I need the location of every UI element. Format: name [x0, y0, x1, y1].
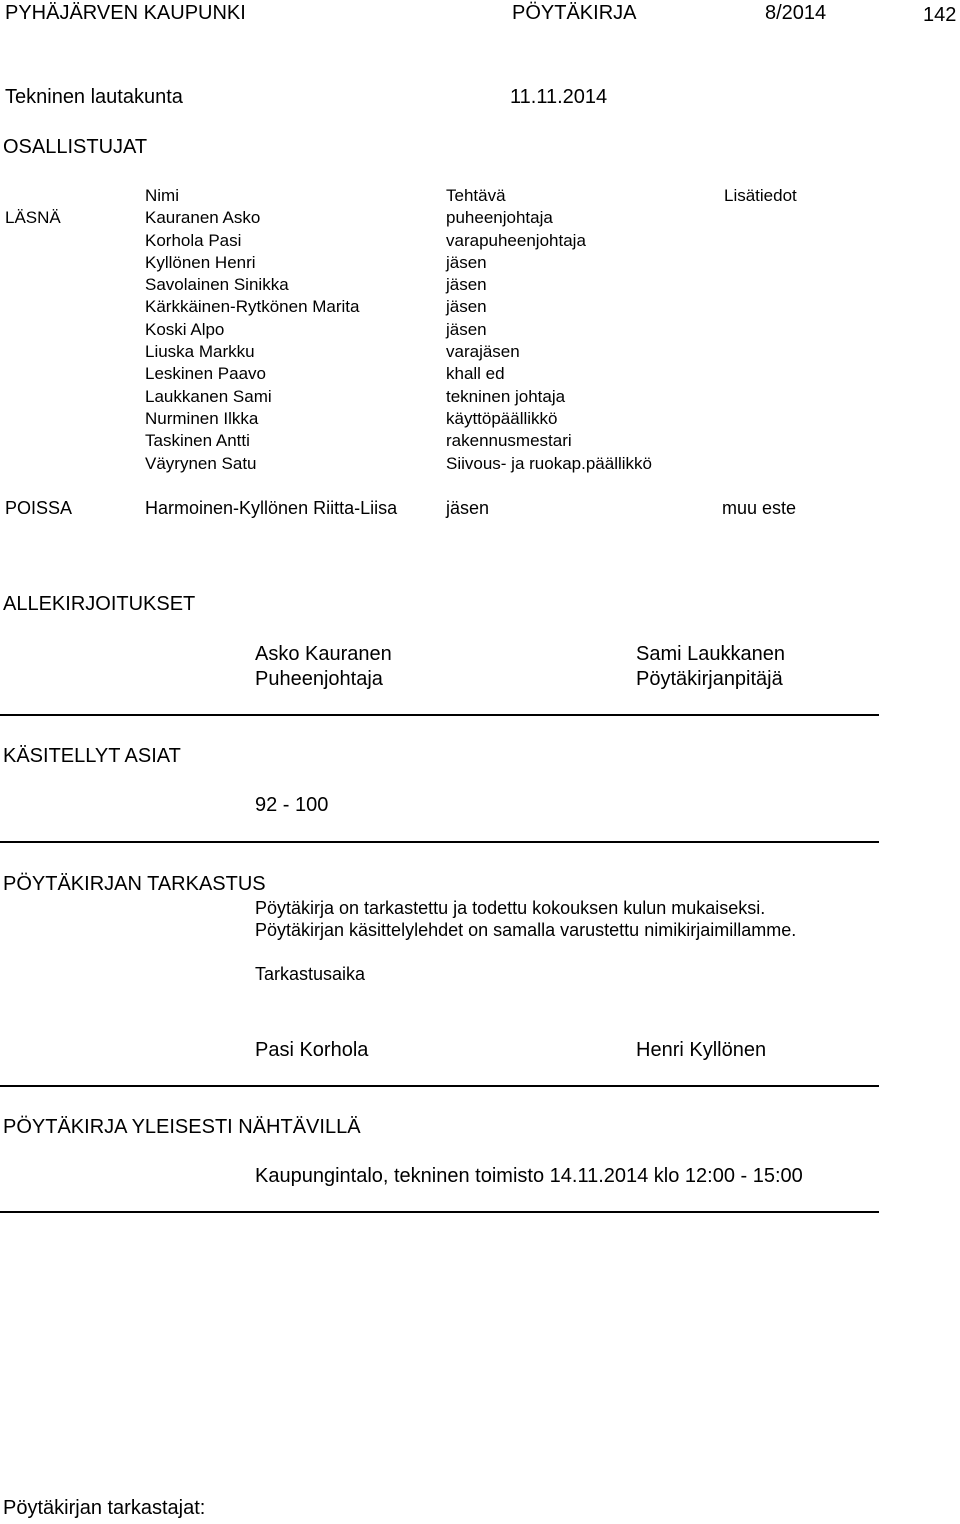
attendee-name: Koski Alpo: [145, 319, 225, 339]
meeting-date: 11.11.2014: [510, 86, 608, 108]
attendee-name: Taskinen Antti: [145, 431, 250, 451]
table-row: [0, 386, 960, 408]
table-row: [0, 230, 960, 252]
review-line-2: Pöytäkirjan käsittelylehdet on samalla varustettu nimikirjaimillamme.: [255, 920, 797, 940]
column-header-name: Nimi: [145, 186, 179, 205]
attendee-role: puheenjohtaja: [446, 208, 553, 228]
attendee-name: Laukkanen Sami: [145, 386, 272, 406]
attendee-role: tekninen johtaja: [446, 386, 566, 406]
attendee-role: varapuheenjohtaja: [446, 230, 586, 250]
section-divider: [0, 1085, 879, 1087]
column-header-info: Lisätiedot: [724, 186, 797, 205]
table-row: [0, 252, 960, 274]
table-row: [0, 296, 960, 318]
chair-name: Asko Kauranen: [255, 643, 392, 665]
present-label: LÄSNÄ: [5, 208, 61, 228]
public-display-title: PÖYTÄKIRJA YLEISESTI NÄHTÄVILLÄ: [3, 1116, 361, 1138]
attendee-role: rakennusmestari: [446, 431, 572, 451]
chair-role: Puheenjohtaja: [255, 668, 383, 690]
attendee-role: jäsen: [446, 297, 487, 317]
document-number: 8/2014: [765, 2, 827, 24]
attendee-name: Savolainen Sinikka: [145, 275, 289, 295]
attendees-table: [0, 185, 960, 475]
attendee-role: Siivous- ja ruokap.päällikkö: [446, 453, 652, 473]
review-line-1: Pöytäkirja on tarkastettu ja todettu kokouksen kulun mukaiseksi.: [255, 898, 766, 918]
absent-name: Harmoinen-Kyllönen Riitta-Liisa: [145, 498, 398, 518]
attendees-title: OSALLISTUJAT: [3, 136, 148, 158]
attendee-name: Korhola Pasi: [145, 230, 242, 250]
section-divider: [0, 714, 879, 716]
table-row: [0, 430, 960, 452]
column-header-role: Tehtävä: [446, 186, 506, 205]
secretary-role: Pöytäkirjanpitäjä: [636, 668, 783, 690]
table-row: [0, 408, 960, 430]
table-row: [0, 319, 960, 341]
table-row: [0, 274, 960, 296]
handled-items-range: 92 - 100: [255, 794, 329, 816]
absent-label: POISSA: [5, 498, 73, 518]
attendee-role: khall ed: [446, 364, 505, 384]
attendee-name: Liuska Markku: [145, 342, 255, 362]
table-row: [0, 363, 960, 385]
absent-info: muu este: [722, 498, 797, 518]
secretary-name: Sami Laukkanen: [636, 643, 785, 665]
review-time-label: Tarkastusaika: [255, 964, 366, 984]
table-row: [0, 341, 960, 363]
reviewer-2-name: Henri Kyllönen: [636, 1039, 767, 1061]
page-number: 142: [923, 4, 957, 26]
attendee-role: jäsen: [446, 275, 487, 295]
attendee-role: käyttöpäällikkö: [446, 408, 558, 428]
table-row: [0, 453, 960, 475]
document-type: PÖYTÄKIRJA: [512, 2, 637, 24]
section-divider: [0, 1211, 879, 1213]
attendee-role: jäsen: [446, 319, 487, 339]
reviewers-footer-label: Pöytäkirjan tarkastajat:: [3, 1497, 206, 1519]
attendee-name: Kyllönen Henri: [145, 252, 256, 272]
reviewer-1-name: Pasi Korhola: [255, 1039, 369, 1061]
absent-role: jäsen: [446, 498, 490, 518]
attendee-name: Väyrynen Satu: [145, 453, 257, 473]
review-title: PÖYTÄKIRJAN TARKASTUS: [3, 873, 266, 895]
organization-name: PYHÄJÄRVEN KAUPUNKI: [5, 2, 246, 24]
attendee-name: Kauranen Asko: [145, 208, 261, 228]
committee-name: Tekninen lautakunta: [5, 86, 183, 108]
attendee-role: jäsen: [446, 252, 487, 272]
attendee-name: Kärkkäinen-Rytkönen Marita: [145, 297, 360, 317]
table-row: [0, 207, 960, 229]
handled-items-title: KÄSITELLYT ASIAT: [3, 745, 181, 767]
public-display-text: Kaupungintalo, tekninen toimisto 14.11.2014 klo 12:00 - 15:00: [255, 1165, 803, 1187]
signatures-title: ALLEKIRJOITUKSET: [3, 593, 196, 615]
attendees-header-row: [0, 185, 960, 207]
attendee-role: varajäsen: [446, 342, 520, 362]
attendee-name: Leskinen Paavo: [145, 364, 266, 384]
section-divider: [0, 841, 879, 843]
attendee-name: Nurminen Ilkka: [145, 408, 259, 428]
